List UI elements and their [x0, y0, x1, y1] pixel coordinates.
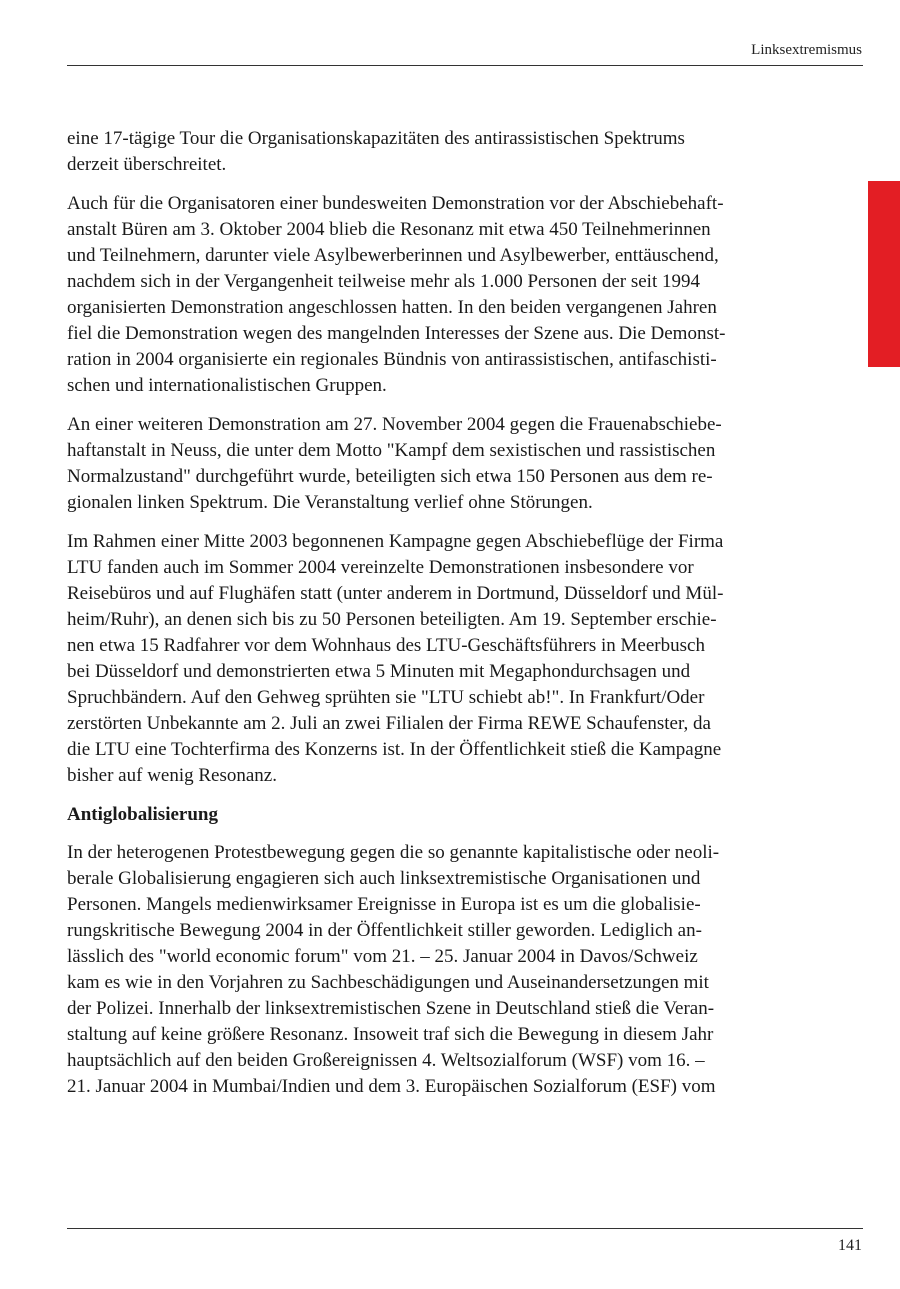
text-line: die LTU eine Tochterfirma des Konzerns ist. In der Öffentlichkeit stieß die Kampagne	[67, 739, 722, 760]
text-line: schen und internationalistischen Gruppen.	[67, 375, 387, 396]
footer-rule	[67, 1228, 863, 1229]
text-line: heim/Ruhr), an denen sich bis zu 50 Personen beteiligten. Am 19. September erschie-	[67, 609, 717, 630]
text-line: An einer weiteren Demonstration am 27. November 2004 gegen die Frauenabschiebe-	[67, 414, 722, 435]
text-line: eine 17-tägige Tour die Organisationskapazitäten des antirassistischen Spektrums	[67, 128, 685, 149]
text-line: berale Globalisierung engagieren sich auch linksextremistische Organisationen und	[67, 868, 701, 889]
text-line: Spruchbändern. Auf den Gehweg sprühten sie "LTU schiebt ab!". In Frankfurt/Oder	[67, 687, 705, 708]
text-line: Personen. Mangels medienwirksamer Ereignisse in Europa ist es um die globalisie-	[67, 894, 701, 915]
text-line: derzeit überschreitet.	[67, 154, 227, 175]
text-line: ration in 2004 organisierte ein regionales Bündnis von antirassistischen, antifaschisti-	[67, 349, 717, 370]
text-line: und Teilnehmern, darunter viele Asylbewerberinnen und Asylbewerber, enttäuschend,	[67, 245, 719, 266]
text-line: bei Düsseldorf und demonstrierten etwa 5 Minuten mit Megaphondurchsagen und	[67, 661, 691, 682]
paragraph-2	[67, 191, 817, 399]
text-line: hauptsächlich auf den beiden Großereignissen 4. Weltsozialforum (WSF) vom 16. –	[67, 1050, 705, 1071]
text-line: nachdem sich in der Vergangenheit teilweise mehr als 1.000 Personen der seit 1994	[67, 271, 700, 292]
text-line: zerstörten Unbekannte am 2. Juli an zwei Filialen der Firma REWE Schaufenster, da	[67, 713, 711, 734]
text-line: haftanstalt in Neuss, die unter dem Motto "Kampf dem sexistischen und rassistischen	[67, 440, 716, 461]
paragraph-4	[67, 529, 817, 789]
paragraph-1	[67, 126, 817, 178]
text-line: bisher auf wenig Resonanz.	[67, 765, 277, 786]
section-heading: Antiglobalisierung	[67, 804, 218, 825]
text-line: Im Rahmen einer Mitte 2003 begonnenen Kampagne gegen Abschiebeflüge der Firma	[67, 531, 724, 552]
paragraph-3	[67, 412, 817, 516]
header-rule	[67, 65, 863, 66]
text-line: gionalen linken Spektrum. Die Veranstaltung verlief ohne Störungen.	[67, 492, 593, 513]
text-line: anstalt Büren am 3. Oktober 2004 blieb die Resonanz mit etwa 450 Teilnehmerinnen	[67, 219, 711, 240]
page-number: 141	[838, 1237, 862, 1254]
chapter-marker-tab	[868, 181, 900, 367]
text-line: Reisebüros und auf Flughäfen statt (unter anderem in Dortmund, Düsseldorf und Mül-	[67, 583, 724, 604]
text-line: kam es wie in den Vorjahren zu Sachbeschädigungen und Auseinandersetzungen mit	[67, 972, 709, 993]
text-line: 21. Januar 2004 in Mumbai/Indien und dem 3. Europäischen Sozialforum (ESF) vom	[67, 1076, 716, 1097]
running-head-title: Linksextremismus	[751, 42, 862, 58]
text-line: fiel die Demonstration wegen des mangelnden Interesses der Szene aus. Die Demonst-	[67, 323, 726, 344]
text-line: organisierten Demonstration angeschlossen hatten. In den beiden vergangenen Jahren	[67, 297, 717, 318]
text-line: LTU fanden auch im Sommer 2004 vereinzelte Demonstrationen insbesondere vor	[67, 557, 694, 578]
text-line: Auch für die Organisatoren einer bundesweiten Demonstration vor der Abschiebehaft-	[67, 193, 724, 214]
text-line: rungskritische Bewegung 2004 in der Öffentlichkeit stiller geworden. Lediglich an-	[67, 920, 702, 941]
text-line: staltung auf keine größere Resonanz. Insoweit traf sich die Bewegung in diesem Jahr	[67, 1024, 714, 1045]
text-line: lässlich des "world economic forum" vom 21. – 25. Januar 2004 in Davos/Schweiz	[67, 946, 698, 967]
paragraph-5	[67, 840, 817, 1100]
text-line: In der heterogenen Protestbewegung gegen die so genannte kapitalistische oder neoli-	[67, 842, 720, 863]
text-line: Normalzustand" durchgeführt wurde, beteiligten sich etwa 150 Personen aus dem re-	[67, 466, 713, 487]
text-line: nen etwa 15 Radfahrer vor dem Wohnhaus des LTU-Geschäftsführers in Meerbusch	[67, 635, 705, 656]
page-body	[67, 126, 817, 1113]
text-line: der Polizei. Innerhalb der linksextremistischen Szene in Deutschland stieß die Veran-	[67, 998, 715, 1019]
